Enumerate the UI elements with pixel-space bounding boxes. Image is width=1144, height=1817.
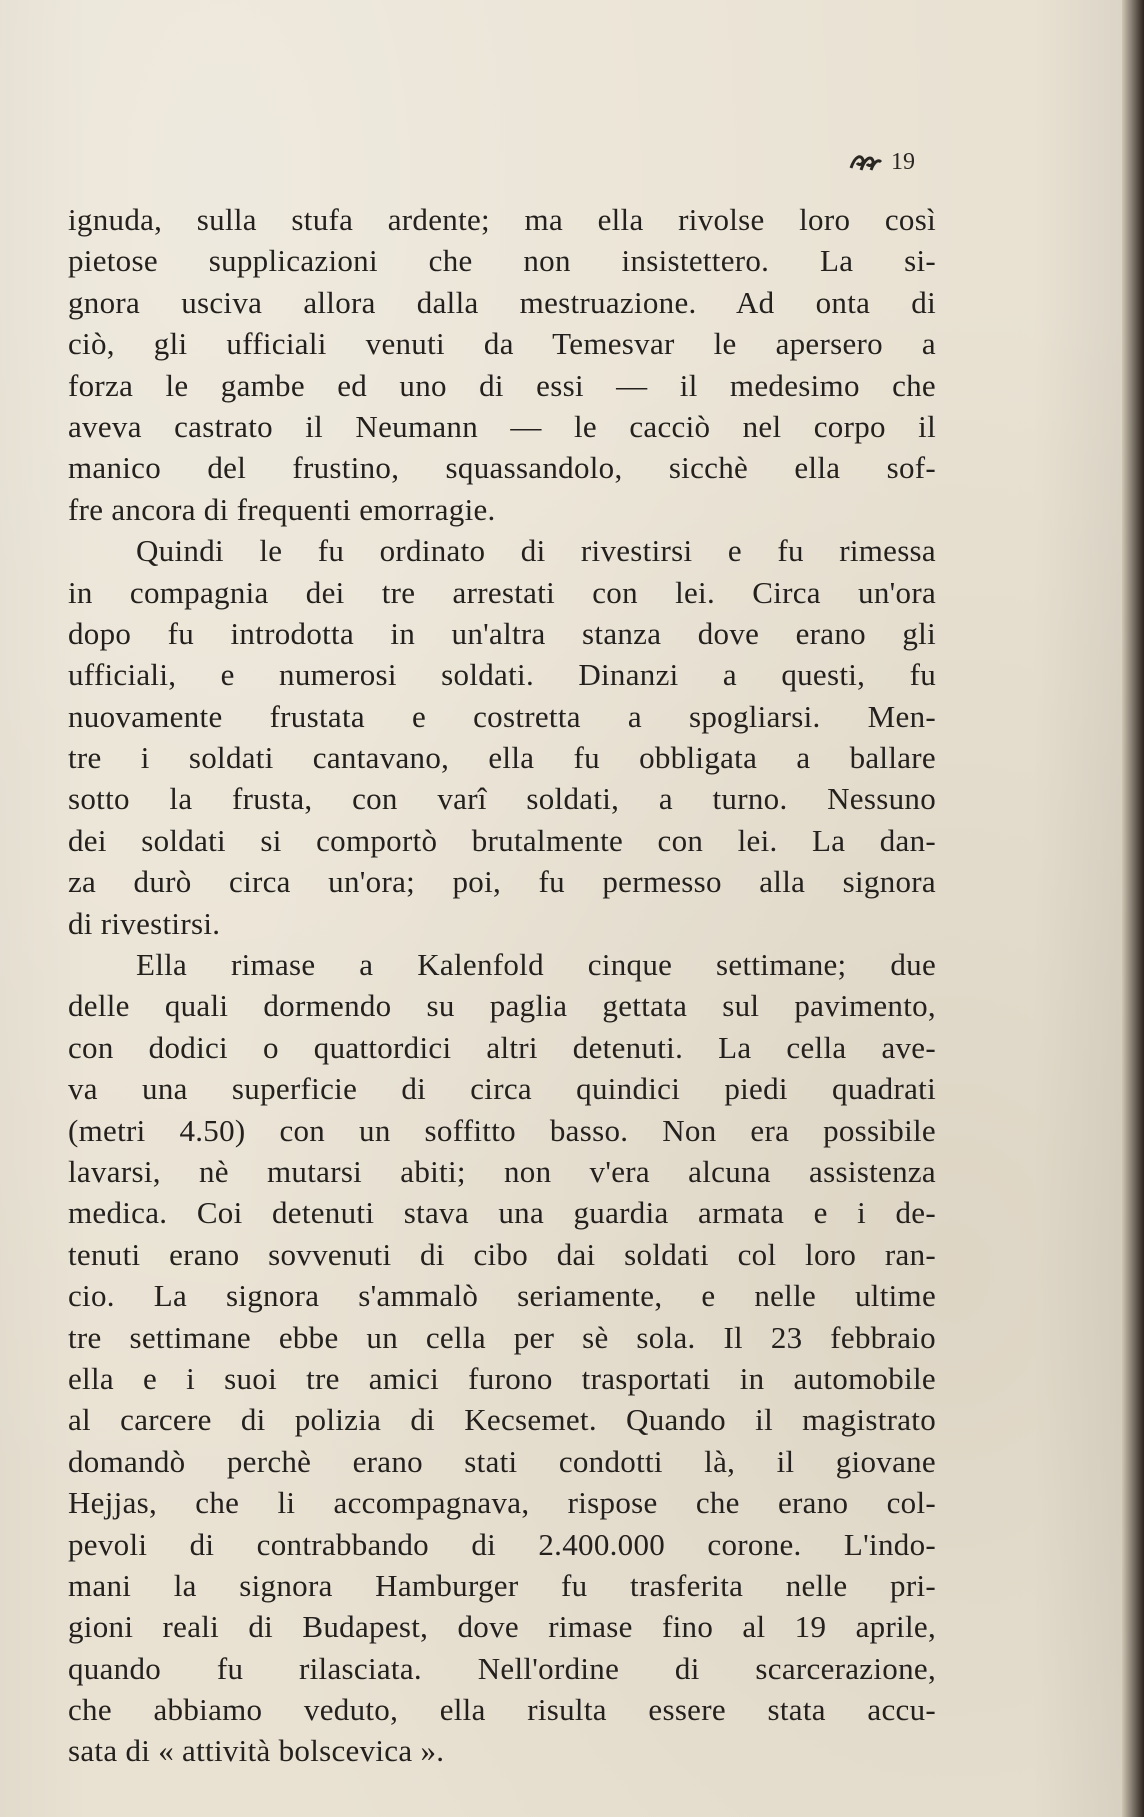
text-line: ignuda, sulla stufa ardente; ma ella rivolse loro così (68, 202, 936, 237)
text-line: pietose supplicazioni che non insistettero. La si- (68, 243, 936, 279)
text-line: Ella rimase a Kalenfold cinque settimane; due (136, 947, 936, 983)
text-line: delle quali dormendo su paglia gettata sul pavimento, (68, 988, 936, 1024)
text-line: tre i soldati cantavano, ella fu obbligata a ballare (68, 740, 936, 776)
text-line: gioni reali di Budapest, dove rimase fino al 19 aprile, (68, 1609, 936, 1645)
text-line: dopo fu introdotta in un'altra stanza dove erano gli (68, 615, 936, 651)
text-line: mani la signora Hamburger fu trasferita nelle pri- (68, 1567, 936, 1603)
text-line: di rivestirsi. (68, 905, 221, 941)
text-line: ella e i suoi tre amici furono trasportati in automobile (68, 1360, 936, 1396)
fleuron-ornament-icon (849, 150, 883, 174)
text-line: con dodici o quattordici altri detenuti. La cella ave- (68, 1029, 936, 1065)
text-line: fre ancora di frequenti emorragie. (68, 491, 496, 527)
text-line: va una superficie di circa quindici piedi quadrati (68, 1071, 936, 1107)
text-line: manico del frustino, squassandolo, sicchè ella sof- (68, 450, 936, 486)
text-line: Hejjas, che li accompagnava, rispose che erano col- (68, 1485, 936, 1521)
text-line: tre settimane ebbe un cella per sè sola. Il 23 febbraio (68, 1319, 936, 1355)
text-line: al carcere di polizia di Kecsemet. Quando il magistrato (68, 1402, 936, 1438)
text-line: che abbiamo veduto, ella risulta essere stata accu- (68, 1692, 936, 1728)
text-line: ufficiali, e numerosi soldati. Dinanzi a questi, fu (68, 657, 936, 693)
text-line: (metri 4.50) con un soffitto basso. Non era possibile (68, 1112, 936, 1148)
text-line: quando fu rilasciata. Nell'ordine di scarcerazione, (68, 1650, 936, 1686)
text-line: za durò circa un'ora; poi, fu permesso alla signora (68, 864, 936, 900)
text-line: domandò perchè erano stati condotti là, il giovane (68, 1443, 936, 1479)
text-line: in compagnia dei tre arrestati con lei. Circa un'ora (68, 574, 936, 610)
text-line: pevoli di contrabbando di 2.400.000 corone. L'indo- (68, 1526, 936, 1562)
text-line: ciò, gli ufficiali venuti da Temesvar le apersero a (68, 326, 936, 362)
body-text (68, 199, 936, 1772)
text-line: gnora usciva allora dalla mestruazione. Ad onta di (68, 284, 936, 320)
text-line: aveva castrato il Neumann — le cacciò nel corpo il (68, 408, 936, 444)
text-line: Quindi le fu ordinato di rivestirsi e fu rimessa (136, 533, 936, 569)
text-line: dei soldati si comportò brutalmente con lei. La dan- (68, 822, 936, 858)
text-line: nuovamente frustata e costretta a spogliarsi. Men- (68, 698, 936, 734)
text-line: sotto la frusta, con varî soldati, a turno. Nessuno (68, 781, 936, 817)
text-line: sata di « attività bolscevica ». (68, 1733, 445, 1769)
text-line: tenuti erano sovvenuti di cibo dai soldati col loro ran- (68, 1236, 936, 1272)
text-line: forza le gambe ed uno di essi — il medesimo che (68, 367, 936, 403)
text-line: cio. La signora s'ammalò seriamente, e nelle ultime (68, 1278, 936, 1314)
text-line: lavarsi, nè mutarsi abiti; non v'era alcuna assistenza (68, 1153, 936, 1189)
page-number: 19 (891, 149, 915, 175)
text-line: medica. Coi detenuti stava una guardia armata e i de- (68, 1195, 936, 1231)
page-edge (1122, 0, 1144, 1817)
page-header (849, 150, 915, 174)
